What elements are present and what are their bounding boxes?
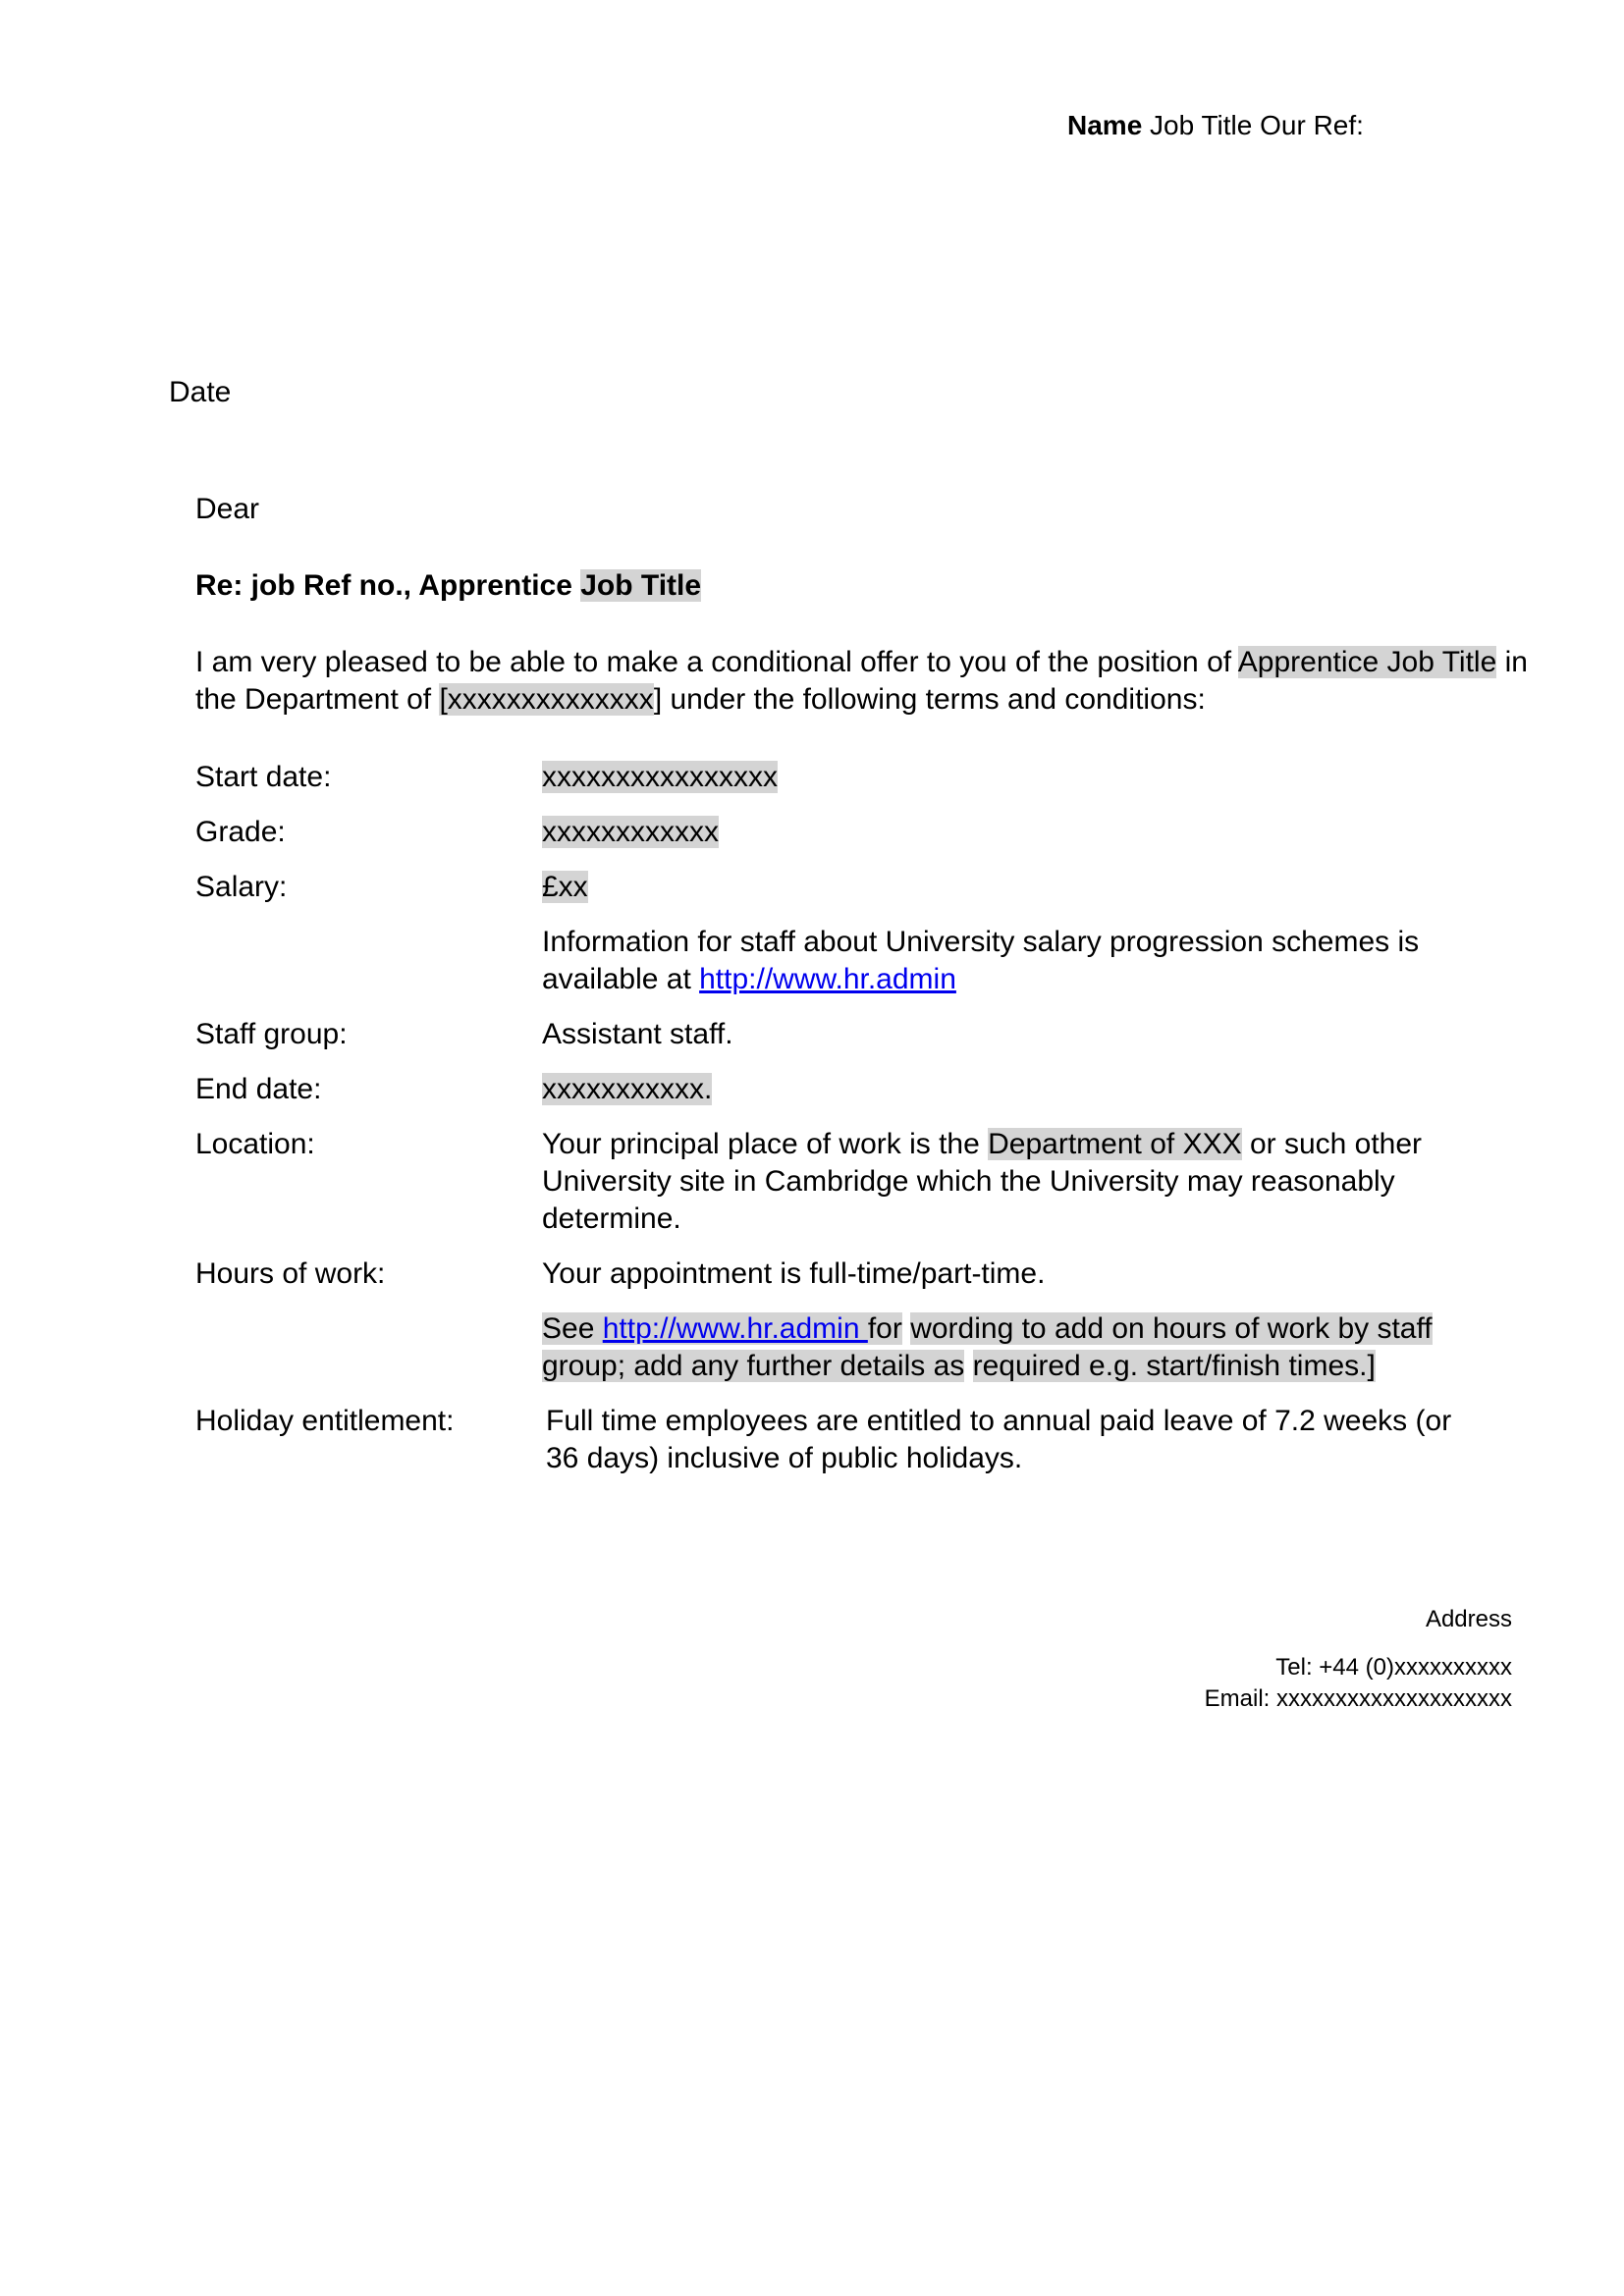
grade-text: xxxxxxxxxxxx	[542, 816, 719, 848]
start-date-text: xxxxxxxxxxxxxxxx	[542, 761, 778, 793]
location-text-1: Your principal place of work is the	[542, 1128, 989, 1160]
location-text-2: or such other University site in Cambridge which the University may reasonably determine.	[542, 1128, 1423, 1235]
end-date-label: End date:	[195, 1073, 322, 1105]
hours-note-2: required e.g. start/finish times.]	[972, 1350, 1376, 1382]
hours-value: Your appointment is full-time/part-time.	[542, 1257, 1046, 1290]
header-our-ref: Our Ref:	[1260, 110, 1364, 140]
grade-value	[542, 814, 1524, 851]
intro-paragraph	[195, 644, 1541, 719]
salutation: Dear	[195, 493, 260, 525]
subject-prefix: Re: job Ref no., Apprentice	[195, 569, 581, 602]
hours-see: See	[542, 1312, 603, 1345]
location-label: Location:	[195, 1128, 315, 1160]
staff-group-label: Staff group:	[195, 1018, 348, 1050]
salary-info	[542, 924, 1426, 998]
hours-note	[542, 1310, 1485, 1385]
subject-job-title: Job Title	[580, 569, 702, 602]
hours-space	[902, 1312, 910, 1345]
header-reference	[1067, 108, 1364, 143]
start-date-label: Start date:	[195, 761, 332, 793]
end-date-value	[542, 1071, 1524, 1108]
hours-note-1: wording to add on hours of work by staff group; add any further details as	[542, 1312, 1433, 1382]
header-name: Name	[1067, 110, 1143, 140]
salary-info-link[interactable]: http://www.hr.admin	[699, 963, 956, 995]
intro-text-2: in the Department of	[195, 646, 1528, 716]
subject-line	[195, 567, 701, 605]
end-date-text: xxxxxxxxxxx.	[542, 1073, 713, 1105]
contact-email: Email: xxxxxxxxxxxxxxxxxxxx	[1204, 1685, 1512, 1712]
start-date-value	[542, 759, 1524, 796]
intro-position: Apprentice Job Title	[1237, 646, 1497, 678]
location-value	[542, 1126, 1485, 1238]
letter-date: Date	[169, 376, 232, 408]
staff-group-value: Assistant staff.	[542, 1018, 733, 1050]
hours-link[interactable]: http://www.hr.admin	[602, 1312, 868, 1345]
contact-block	[1205, 1604, 1512, 1715]
holiday-value: Full time employees are entitled to annual paid leave of 7.2 weeks (or 36 days) inclusive of public holidays.	[546, 1405, 1452, 1474]
header-job-title: Job Title	[1150, 110, 1253, 140]
intro-text-1: I am very pleased to be able to make a conditional offer to you of the position of	[195, 646, 1238, 678]
salary-value	[542, 869, 1524, 906]
holiday-label: Holiday entitlement:	[195, 1405, 455, 1437]
hours-label: Hours of work:	[195, 1257, 386, 1290]
salary-info-text: Information for staff about University salary progression schemes is available at	[542, 926, 1420, 995]
hours-space-2	[964, 1350, 972, 1382]
hours-for: for	[867, 1312, 902, 1345]
intro-department: [xxxxxxxxxxxxxx	[439, 683, 654, 716]
intro-text-3: ] under the following terms and conditions:	[653, 683, 1206, 716]
grade-label: Grade:	[195, 816, 286, 848]
contact-address: Address	[1425, 1606, 1512, 1632]
salary-text: £xx	[542, 871, 588, 903]
contact-tel: Tel: +44 (0)xxxxxxxxxx	[1275, 1654, 1512, 1681]
location-department: Department of XXX	[988, 1128, 1242, 1160]
salary-label: Salary:	[195, 871, 288, 903]
